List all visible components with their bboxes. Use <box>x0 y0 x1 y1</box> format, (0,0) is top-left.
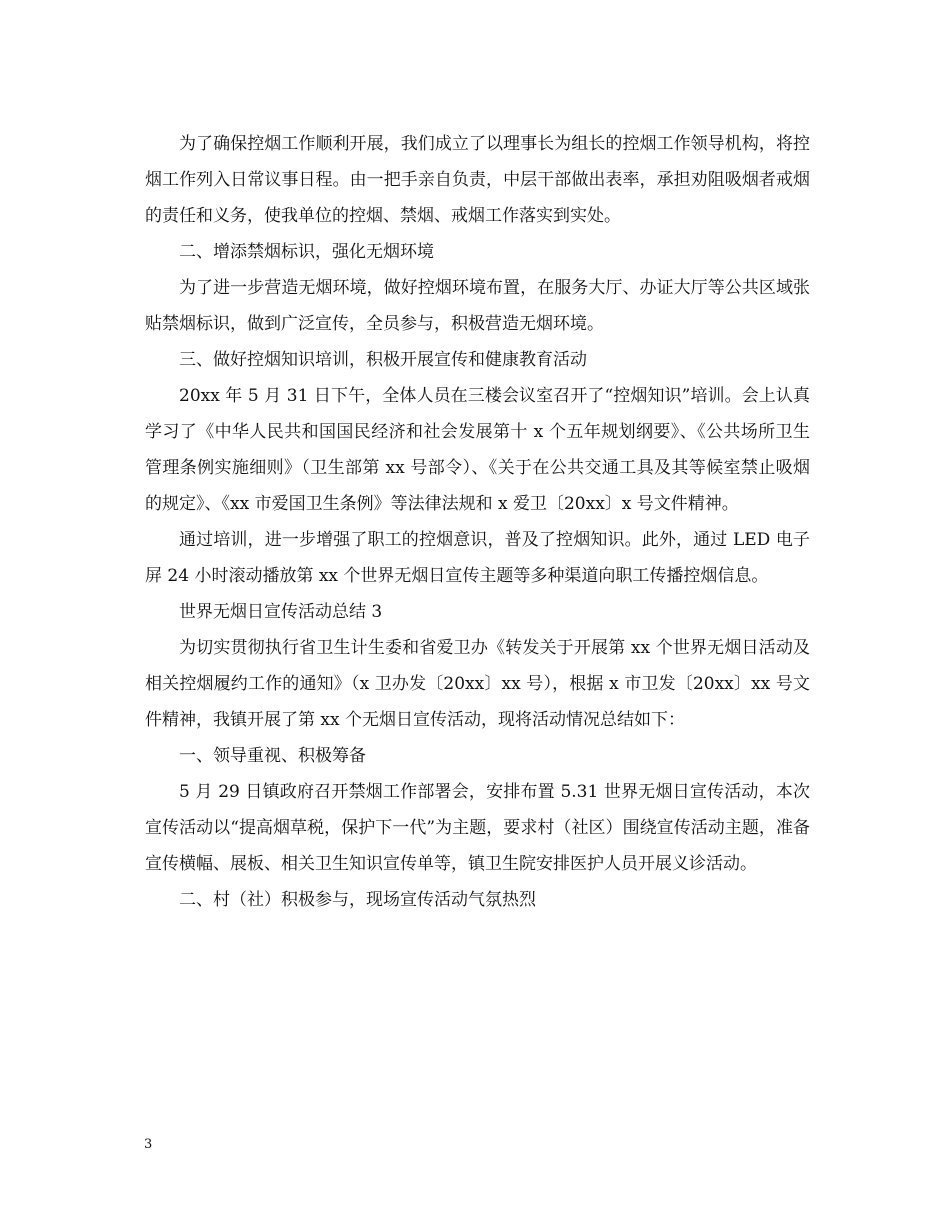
paragraph: 为了确保控烟工作顺利开展，我们成立了以理事长为组长的控烟工作领导机构，将控烟工作列入日常议事日程。由一把手亲自负责，中层干部做出表率，承担劝阻吸烟者戒烟的责任和义务，使我单位的控烟、禁烟、戒烟工作落实到实处。 <box>145 134 810 226</box>
document-body <box>145 126 810 918</box>
paragraph: 20xx 年 5 月 31 日下午，全体人员在三楼会议室召开了“控烟知识”培训。会上认真学习了《中华人民共和国国民经济和社会发展第十 x 个五年规划纲要》、《公共场所卫生管理条例实施细则》（卫生部第 xx 号部令）、《关于在公共交通工具及其等候室禁止吸烟的规定》、《xx 市爱国卫生条例》等法律法规和 x 爱卫〔20xx〕x 号文件精神。 <box>145 386 810 514</box>
document-title: 世界无烟日宣传活动总结 3 <box>179 602 383 622</box>
section-heading: 二、增添禁烟标识，强化无烟环境 <box>179 242 434 262</box>
section-heading: 一、领导重视、积极筹备 <box>179 746 366 766</box>
paragraph: 为了进一步营造无烟环境，做好控烟环境布置，在服务大厅、办证大厅等公共区域张贴禁烟标识，做到广泛宣传，全员参与，积极营造无烟环境。 <box>145 278 810 334</box>
paragraph: 通过培训，进一步增强了职工的控烟意识，普及了控烟知识。此外，通过 LED 电子屏 24 小时滚动播放第 xx 个世界无烟日宣传主题等多种渠道向职工传播控烟信息。 <box>145 530 810 586</box>
section-heading: 三、做好控烟知识培训，积极开展宣传和健康教育活动 <box>179 350 587 370</box>
paragraph: 5 月 29 日镇政府召开禁烟工作部署会，安排布置 5.31 世界无烟日宣传活动，本次宣传活动以“提高烟草税，保护下一代”为主题，要求村（社区）围绕宣传活动主题，准备宣传横幅、展板、相关卫生知识宣传单等，镇卫生院安排医护人员开展义诊活动。 <box>145 782 810 874</box>
section-heading: 二、村（社）积极参与，现场宣传活动气氛热烈 <box>179 890 536 910</box>
paragraph: 为切实贯彻执行省卫生计生委和省爱卫办《转发关于开展第 xx 个世界无烟日活动及相关控烟履约工作的通知》（x 卫办发〔20xx〕xx 号），根据 x 市卫发〔20xx〕xx 号文件精神，我镇开展了第 xx 个无烟日宣传活动，现将活动情况总结如下： <box>145 638 810 730</box>
page-number: 3 <box>144 1137 153 1152</box>
